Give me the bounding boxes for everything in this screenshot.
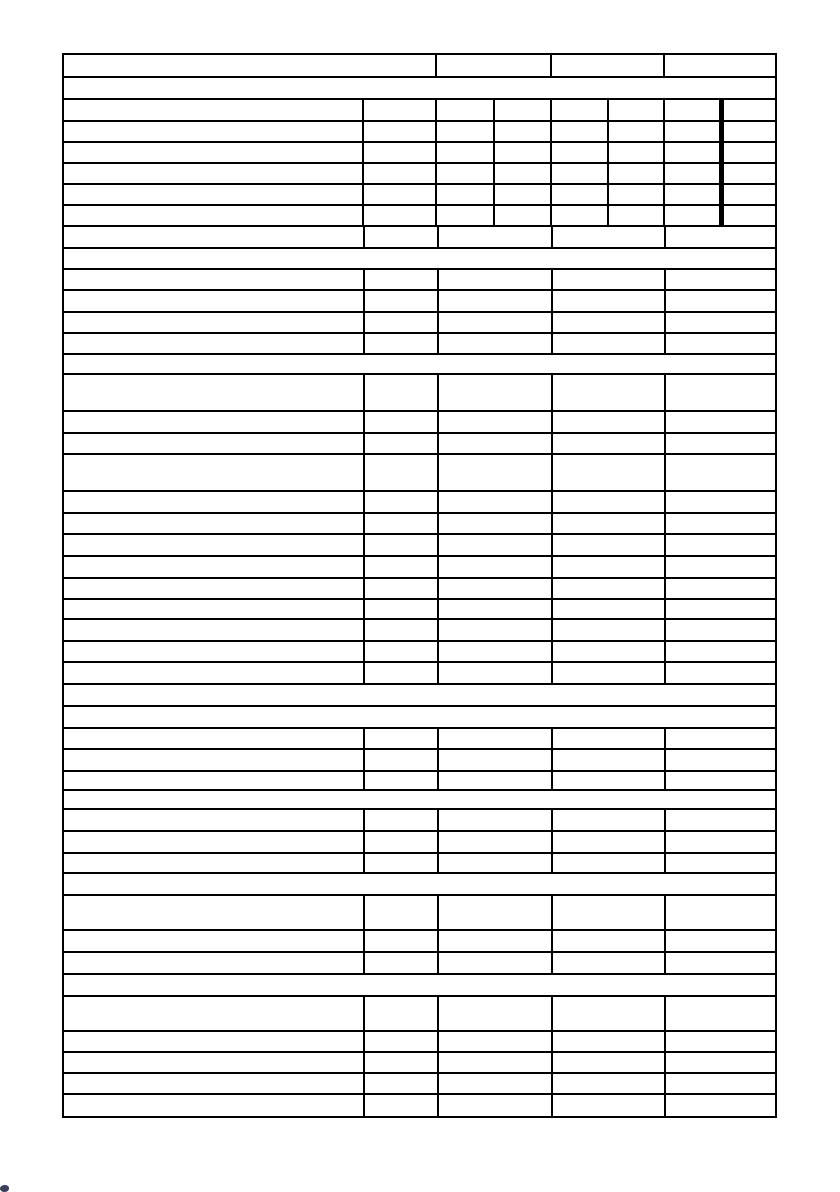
page-corner-artifact-mark (0, 1185, 9, 1192)
cell-divider (551, 600, 553, 618)
cell-divider (664, 832, 666, 852)
cell-divider (550, 185, 552, 204)
cell-divider (363, 492, 365, 512)
cell-divider (664, 854, 666, 872)
cell-divider (437, 953, 439, 973)
cell-divider (493, 143, 495, 162)
cell-divider (437, 810, 439, 830)
cell-divider (551, 729, 553, 748)
cell-divider (663, 143, 665, 162)
cell-divider (437, 375, 439, 410)
table-row-band (64, 685, 775, 707)
cell-divider (437, 750, 439, 770)
cell-divider (437, 492, 439, 512)
cell-divider (363, 772, 365, 789)
cell-divider (363, 810, 365, 830)
cell-divider (664, 750, 666, 770)
cell-divider (437, 412, 439, 432)
cell-divider (437, 514, 439, 533)
cell-divider (437, 729, 439, 748)
cell-divider (551, 810, 553, 830)
cell-divider (550, 164, 552, 183)
cell-divider (363, 931, 365, 951)
cell-divider (363, 375, 365, 410)
cell-divider (363, 227, 365, 247)
cell-divider (664, 1053, 666, 1072)
cell-divider (664, 997, 666, 1030)
cell-divider (493, 185, 495, 204)
cell-divider (664, 535, 666, 555)
cell-divider (363, 514, 365, 533)
cell-divider (437, 1074, 439, 1093)
cell-divider (435, 143, 437, 162)
table-row-standard (64, 663, 775, 685)
cell-divider (607, 143, 609, 162)
cell-divider (664, 375, 666, 410)
cell-divider (664, 412, 666, 432)
cell-divider (664, 514, 666, 533)
table-row-standard (64, 1053, 775, 1074)
cell-divider (362, 100, 364, 120)
cell-divider (551, 663, 553, 683)
cell-divider (664, 1074, 666, 1093)
cell-divider (363, 412, 365, 432)
cell-divider (362, 122, 364, 141)
table-row-band (64, 791, 775, 810)
cell-divider (551, 291, 553, 311)
cell-divider (363, 535, 365, 555)
cell-divider (362, 143, 364, 162)
cell-divider (664, 291, 666, 311)
cell-divider (435, 164, 437, 183)
table-row-narrow (64, 206, 775, 227)
cell-divider (363, 953, 365, 973)
cell-divider (437, 1032, 439, 1051)
cell-divider (437, 1053, 439, 1072)
table-row-narrow (64, 185, 775, 206)
cell-divider (664, 455, 666, 490)
cell-divider (664, 663, 666, 683)
cell-divider (551, 931, 553, 951)
thick-vertical-rule (719, 100, 724, 227)
cell-divider (363, 1074, 365, 1093)
cell-divider (435, 122, 437, 141)
table-row-standard (64, 997, 775, 1032)
cell-divider (551, 412, 553, 432)
cell-divider (551, 642, 553, 661)
cell-divider (493, 122, 495, 141)
cell-divider (437, 434, 439, 453)
cell-divider (363, 1053, 365, 1072)
cell-divider (363, 1032, 365, 1051)
cell-divider (551, 579, 553, 598)
table-row-standard (64, 750, 775, 772)
cell-divider (437, 1095, 439, 1116)
table-row-standard (64, 1074, 775, 1095)
table-row-standard (64, 620, 775, 642)
cell-divider (363, 600, 365, 618)
cell-divider (363, 997, 365, 1030)
cell-divider (435, 185, 437, 204)
cell-divider (550, 122, 552, 141)
cell-divider (551, 832, 553, 852)
cell-divider (435, 55, 437, 76)
cell-divider (550, 206, 552, 225)
cell-divider (437, 600, 439, 618)
cell-divider (551, 1032, 553, 1051)
cell-divider (663, 206, 665, 225)
table-row-standard (64, 334, 775, 355)
cell-divider (362, 206, 364, 225)
cell-divider (363, 557, 365, 577)
cell-divider (363, 854, 365, 872)
cell-divider (664, 953, 666, 973)
cell-divider (493, 100, 495, 120)
cell-divider (551, 896, 553, 929)
cell-divider (551, 772, 553, 789)
cell-divider (437, 334, 439, 353)
cell-divider (663, 164, 665, 183)
table-row-standard (64, 772, 775, 791)
cell-divider (493, 206, 495, 225)
cell-divider (437, 854, 439, 872)
cell-divider (363, 270, 365, 289)
cell-divider (551, 750, 553, 770)
table-row-standard (64, 854, 775, 874)
cell-divider (550, 143, 552, 162)
cell-divider (363, 579, 365, 598)
cell-divider (437, 455, 439, 490)
cell-divider (435, 206, 437, 225)
table-row-standard (64, 729, 775, 750)
cell-divider (363, 291, 365, 311)
table-row-band (64, 874, 775, 896)
cell-divider (363, 313, 365, 332)
cell-divider (664, 1032, 666, 1051)
table-row-standard (64, 579, 775, 600)
cell-divider (437, 896, 439, 929)
table-row-standard (64, 514, 775, 535)
cell-divider (551, 514, 553, 533)
table-row-standard (64, 931, 775, 953)
table-row-narrow (64, 122, 775, 143)
cell-divider (363, 729, 365, 748)
cell-divider (437, 313, 439, 332)
cell-divider (437, 579, 439, 598)
cell-divider (551, 375, 553, 410)
cell-divider (663, 122, 665, 141)
cell-divider (551, 953, 553, 973)
cell-divider (607, 164, 609, 183)
cell-divider (363, 455, 365, 490)
table-row-standard (64, 455, 775, 492)
cell-divider (551, 997, 553, 1030)
table-row-standard (64, 270, 775, 291)
cell-divider (664, 557, 666, 577)
cell-divider (664, 434, 666, 453)
cell-divider (363, 1095, 365, 1116)
cell-divider (664, 620, 666, 640)
table-row-standard (64, 557, 775, 579)
cell-divider (664, 931, 666, 951)
table-row-standard (64, 1032, 775, 1053)
cell-divider (551, 334, 553, 353)
cell-divider (664, 579, 666, 598)
cell-divider (551, 227, 553, 247)
cell-divider (664, 227, 666, 247)
cell-divider (664, 772, 666, 789)
cell-divider (437, 642, 439, 661)
table-row-band (64, 355, 775, 375)
table-row-band (64, 249, 775, 270)
cell-divider (664, 334, 666, 353)
cell-divider (664, 600, 666, 618)
cell-divider (664, 1095, 666, 1116)
cell-divider (551, 535, 553, 555)
cell-divider (437, 931, 439, 951)
cell-divider (551, 557, 553, 577)
cell-divider (437, 227, 439, 247)
cell-divider (607, 185, 609, 204)
cell-divider (664, 642, 666, 661)
cell-divider (551, 455, 553, 490)
table-row-standard (64, 412, 775, 434)
cell-divider (363, 434, 365, 453)
cell-divider (437, 620, 439, 640)
cell-divider (550, 55, 552, 76)
cell-divider (437, 772, 439, 789)
cell-divider (551, 1053, 553, 1072)
cell-divider (363, 750, 365, 770)
cell-divider (607, 206, 609, 225)
cell-divider (437, 832, 439, 852)
cell-divider (551, 854, 553, 872)
cell-divider (550, 100, 552, 120)
cell-divider (362, 164, 364, 183)
table-row-standard (64, 642, 775, 663)
cell-divider (437, 557, 439, 577)
cell-divider (363, 832, 365, 852)
cell-divider (663, 55, 665, 76)
cell-divider (663, 100, 665, 120)
cell-divider (551, 620, 553, 640)
table-row-narrow (64, 100, 775, 122)
cell-divider (551, 492, 553, 512)
blank-form-table (62, 53, 777, 1118)
table-row-standard (64, 434, 775, 455)
table-row-band (64, 975, 775, 997)
cell-divider (362, 185, 364, 204)
cell-divider (551, 434, 553, 453)
cell-divider (664, 729, 666, 748)
cell-divider (363, 896, 365, 929)
cell-divider (551, 1095, 553, 1116)
table-row-standard (64, 896, 775, 931)
cell-divider (607, 100, 609, 120)
cell-divider (437, 663, 439, 683)
table-row-band (64, 78, 775, 100)
cell-divider (664, 313, 666, 332)
cell-divider (363, 663, 365, 683)
table-row-standard (64, 953, 775, 975)
cell-divider (363, 334, 365, 353)
cell-divider (664, 810, 666, 830)
table-row-standard (64, 832, 775, 854)
table-row-standard (64, 535, 775, 557)
cell-divider (664, 492, 666, 512)
cell-divider (435, 100, 437, 120)
table-row-standard (64, 375, 775, 412)
table-row-standard (64, 810, 775, 832)
cell-divider (607, 122, 609, 141)
cell-divider (551, 313, 553, 332)
cell-divider (664, 270, 666, 289)
cell-divider (663, 185, 665, 204)
table-row-standard (64, 600, 775, 620)
cell-divider (363, 620, 365, 640)
cell-divider (437, 291, 439, 311)
table-row-narrow (64, 164, 775, 185)
table-row-standard (64, 291, 775, 313)
cell-divider (437, 535, 439, 555)
table-row-standard (64, 1095, 775, 1116)
table-row-standard (64, 492, 775, 514)
table-row-standard (64, 313, 775, 334)
cell-divider (664, 896, 666, 929)
table-row-standard (64, 227, 775, 249)
cell-divider (437, 997, 439, 1030)
cell-divider (551, 1074, 553, 1093)
table-row-header (64, 55, 775, 78)
cell-divider (363, 642, 365, 661)
cell-divider (551, 270, 553, 289)
table-row-narrow (64, 143, 775, 164)
cell-divider (493, 164, 495, 183)
table-row-band (64, 707, 775, 729)
cell-divider (437, 270, 439, 289)
